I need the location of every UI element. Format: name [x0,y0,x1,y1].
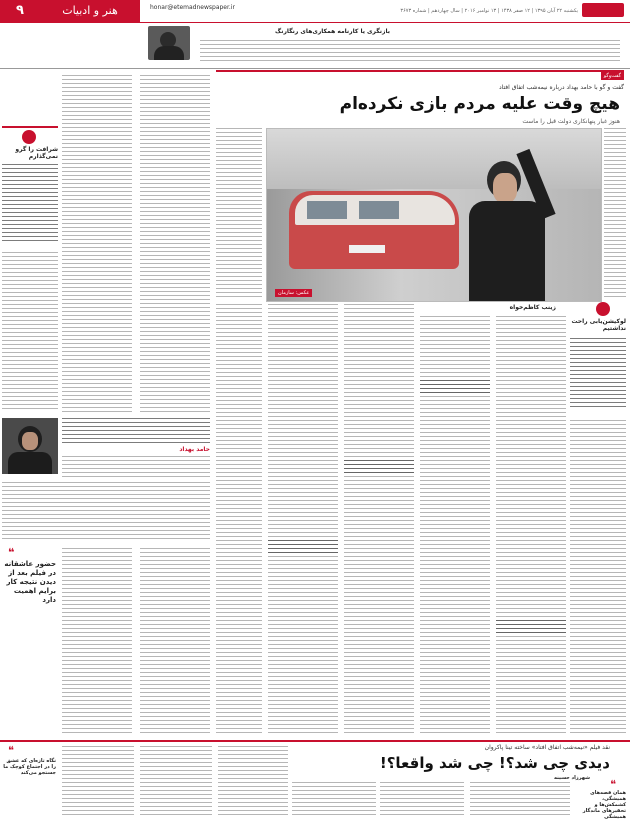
right-photo-margin [604,128,626,300]
newspaper-logo-icon [582,3,624,17]
main-col-4 [268,304,338,736]
main-byline: زینب کاظم‌خواه [509,304,556,311]
left-col-text-1 [62,75,132,415]
bottom-left-quote-icon: ❝ [8,744,14,757]
profile-name: حامد بهداد [179,446,210,453]
left-sidebar-rule [2,126,58,128]
masthead-rule [0,22,630,23]
dateline: یکشنبه ۲۲ آبان ۱۳۹۵ | ۱۲ صفر ۱۴۳۸ | ۱۳ نوامبر ۲۰۱۶ | سال چهاردهم | شماره ۳۶۷۳ [400,8,578,14]
left-sidebar-text [2,164,58,244]
bottom-byline: شهرزاد حسینه [553,775,590,781]
main-headline: هیچ وقت علیه مردم بازی نکرده‌ام [339,94,620,114]
qa-bold-1 [420,380,490,394]
right-col-text [570,420,626,736]
bottom-kicker: نقد فیلم «نیمه‌شب اتفاق افتاد» ساخته تینا پاکروان [484,744,610,751]
left-sidebar-title: شرافت را گرو نمی‌گذارم [15,146,58,160]
left-sidebar-text-2 [2,252,58,412]
left-col-text-2 [140,75,210,415]
main-col-2 [420,316,490,736]
author-photo [148,26,190,60]
lower-left-col-1 [62,548,132,734]
main-top-rule [216,70,624,72]
main-photo [266,128,602,302]
bottom-col-3 [292,782,376,818]
bottom-col-1 [470,782,570,818]
bottom-col-4 [218,746,288,818]
strip-title: بازنگری یا کارنامه همکاری‌های رنگارنگ [275,28,390,35]
lower-left-pullquote: حضور عاشقانه در فیلم بعد از دیدن نتیجه کار برایم اهمیت دارد [4,560,56,604]
section-label: هنر و ادبیات [40,0,140,22]
email-address: honar@etemadnewspaper.ir [150,4,235,11]
main-kicker: گفت و گو با حامد بهداد درباره نیمه‌شب اتفاق افتاد [498,84,624,91]
bottom-col-2 [380,782,464,818]
left-sidebar-quote-icon [22,130,36,144]
bottom-right-quote-icon: ❝ [610,778,616,791]
main-col-5 [216,304,262,736]
lower-left-quote-icon: ❝ [8,546,15,559]
bottom-left-pullquote: نگاه تازه‌ای که عشق را در اجتماع کوچک ما جستجو می‌کند [3,758,56,776]
qa-bold-4 [496,620,566,634]
right-sidebar-text [570,338,626,410]
page-number: ۹ [0,0,40,22]
bottom-col-5 [140,746,212,818]
lower-left-col-2 [140,548,210,734]
bottom-top-rule [0,740,630,742]
strip-rule [0,68,630,69]
bottom-right-pullquote: همان قصه‌های همیشگی، کشمکش‌ها و تحقیرهای ماندگار همیشگی [582,790,626,820]
main-intro-text-a [216,128,262,300]
right-sidebar-title: لوکیشن‌یابی راحت نداشتیم [571,318,626,332]
main-col-1 [496,316,566,736]
person-figure [447,149,577,301]
van-shape [289,191,459,269]
masthead [0,0,630,22]
main-section-tag: گفت‌وگو [601,72,624,80]
qa-bold-2 [344,460,414,474]
profile-intro [62,418,210,444]
photo-caption: عکس: سازمان [275,289,312,297]
right-sidebar-quote-icon [596,302,610,316]
bottom-col-6 [62,746,134,818]
strip-text [200,40,620,64]
profile-photo [2,418,58,474]
qa-bold-3 [268,540,338,554]
main-col-3 [344,304,414,736]
bottom-headline: دیدی چی شد؟! چی شد واقعا؟! [379,754,610,772]
mid-left-text [2,482,210,542]
main-subhead: هنوز غبار پنهانکاری دولت قبل را ماست [522,118,620,125]
profile-bio [62,456,210,478]
